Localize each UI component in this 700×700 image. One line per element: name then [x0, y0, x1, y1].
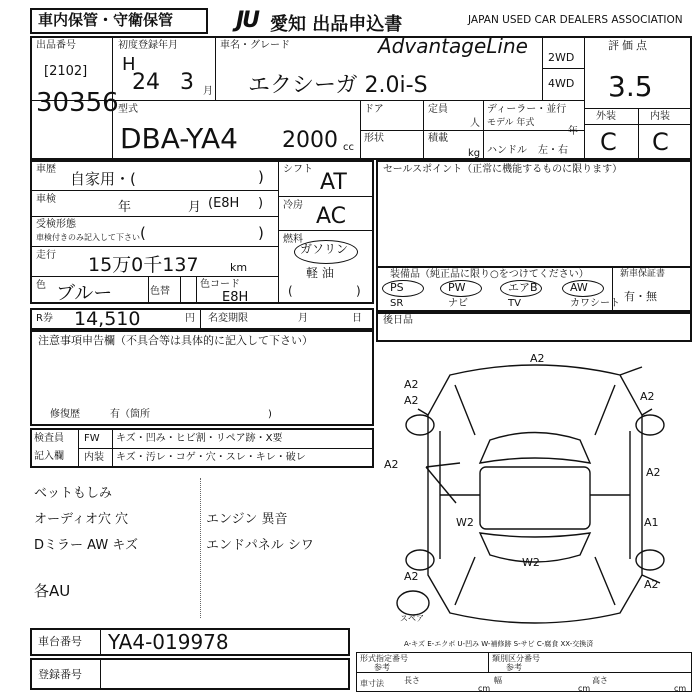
- chassis-value: YA4-019978: [108, 630, 229, 654]
- damage-mark: A2: [644, 578, 659, 591]
- equipment-item-bottom: TV: [508, 298, 521, 309]
- shift-label: シフト: [283, 164, 313, 175]
- inspector-row2: キズ・汚レ・コゲ・穴・スレ・キレ・破レ: [116, 452, 306, 463]
- name-change-month: 月: [298, 313, 308, 324]
- spec-label-1b: 参考: [374, 663, 390, 672]
- equipment-item-bottom: SR: [390, 298, 404, 309]
- plate-label: 登録番号: [38, 668, 82, 681]
- spec-label-2b: 参考: [506, 663, 522, 672]
- repair-close: ): [268, 409, 272, 420]
- damage-mark: A2: [640, 390, 655, 403]
- interior-label: 内装: [650, 111, 670, 122]
- inspection-label: 車検: [36, 194, 56, 205]
- color-value: ブルー: [56, 282, 113, 304]
- name-change-label: 名変期限: [208, 313, 248, 324]
- inspection-month: 月: [188, 200, 202, 215]
- lot-label: 出品番号: [36, 40, 76, 51]
- color-label: 色: [36, 280, 46, 291]
- recycle-value: 14,510: [74, 308, 141, 330]
- repair-value: 有（箇所: [110, 409, 150, 420]
- inspector-label-2: 記入欄: [34, 451, 64, 462]
- accepted-open: (: [140, 224, 146, 242]
- exterior-value: C: [600, 128, 617, 156]
- note-5: エンドパネル シワ: [206, 538, 314, 553]
- registration-year: 24: [132, 70, 160, 95]
- recycle-label: R券: [36, 313, 53, 324]
- note-6: 各AU: [34, 582, 71, 600]
- damage-mark: W2: [456, 516, 474, 529]
- name-change-day: 日: [352, 313, 362, 324]
- note-1: ベットもしみ: [34, 486, 113, 501]
- inspector-row1-head: FW: [84, 433, 100, 444]
- load-label: 積載: [428, 133, 448, 144]
- car-name: エクシーガ 2.0i-S: [248, 73, 428, 98]
- equipment-item-top: PS: [390, 281, 404, 294]
- rating-label: 評価点: [608, 39, 650, 52]
- fuel-close: ): [356, 284, 361, 298]
- dealer-label: ディーラー・並行: [487, 104, 567, 115]
- notes-label: 注意事項申告欄（不具合等は具体的に記入して下さい）: [38, 334, 313, 347]
- damage-mark: A2: [384, 458, 399, 471]
- size-long-unit: cm: [478, 684, 491, 693]
- accepted-close: ): [258, 224, 264, 242]
- registration-month-unit: 月: [203, 86, 213, 97]
- registration-label: 初度登録年月: [118, 40, 178, 51]
- damage-mark: A2: [404, 378, 419, 391]
- spec-label-2: 類別区分番号: [492, 654, 540, 663]
- displacement-value: 2000: [282, 128, 338, 153]
- interior-value: C: [652, 128, 669, 156]
- capacity-unit: 人: [470, 118, 480, 129]
- fuel-open: (: [288, 284, 293, 298]
- accepted-label: 受検形態: [36, 219, 76, 230]
- sales-point-box: [376, 160, 692, 268]
- model-year-unit: 年: [568, 126, 578, 137]
- equipment-item-top: AW: [570, 281, 588, 294]
- history-value: 自家用・(: [70, 170, 136, 188]
- equipment-item-bottom: カワシート: [570, 298, 620, 309]
- diagram-legend: A-キズ E-エクボ U-凹み W-補修跡 S-サビ C-腐食 XX-交換済: [404, 640, 594, 648]
- capacity-label: 定員: [428, 104, 448, 115]
- equipment-label: 装備品（純正品に限り○をつけてください）: [390, 269, 589, 280]
- note-4: Dミラー AW キズ: [34, 538, 139, 553]
- door-label: ドア: [364, 104, 384, 115]
- warranty-label: 新車保証書: [620, 269, 666, 279]
- repair-label: 修復歴: [50, 409, 80, 420]
- damage-mark: A2: [404, 394, 419, 407]
- fuel-label: 燃料: [283, 234, 303, 245]
- fuel-alt: 軽 油: [306, 266, 334, 280]
- color-code-value: E8H: [222, 290, 249, 305]
- drive-4wd: 4WD: [548, 77, 575, 90]
- equipment-item-top: エアB: [508, 281, 538, 294]
- later-items-label: 後日品: [383, 315, 413, 326]
- rating-value: 3.5: [608, 70, 653, 103]
- registration-month: 3: [180, 70, 194, 95]
- load-unit: kg: [468, 148, 481, 159]
- damage-mark: A2: [646, 466, 661, 479]
- size-label: 車寸法: [360, 679, 384, 688]
- equipment-item-bottom: ナビ: [448, 298, 468, 309]
- inspector-label-1: 検査員: [34, 433, 64, 444]
- model-year-label: モデル 年式: [487, 118, 535, 128]
- form-title: 愛知 出品申込書: [270, 14, 403, 35]
- history-close: ): [258, 168, 264, 186]
- mileage-unit: km: [230, 261, 248, 274]
- registration-era: H: [122, 54, 136, 75]
- size-width-unit: cm: [578, 684, 591, 693]
- shift-value: AT: [320, 170, 347, 195]
- handle-label: ハンドル: [487, 145, 527, 156]
- inspector-row2-head: 内装: [84, 452, 104, 463]
- spec-label-1: 形式指定番号: [360, 654, 408, 663]
- association-name: JAPAN USED CAR DEALERS ASSOCIATION: [468, 14, 683, 26]
- color-code-label: 色コード: [200, 279, 240, 290]
- exterior-label: 外装: [596, 111, 616, 122]
- drive-2wd: 2WD: [548, 51, 575, 64]
- storage-label: 車内保管・守衛保管: [38, 11, 174, 29]
- lot-bracket: [2102]: [44, 64, 88, 79]
- sales-point-label: セールスポイント（正常に機能するものに限ります）: [383, 164, 623, 175]
- car-grade: AdvantageLine: [378, 34, 528, 58]
- handle-value: 左・右: [538, 145, 568, 156]
- recycle-unit: 円: [185, 313, 195, 324]
- history-label: 車歴: [36, 164, 56, 175]
- accepted-note: 車検付きのみ記入して下さい: [36, 233, 140, 242]
- mileage-label: 走行: [36, 250, 56, 261]
- chassis-label: 車台番号: [38, 635, 82, 648]
- model-label: 型式: [118, 104, 138, 115]
- inspection-day: (E8H: [208, 196, 240, 211]
- later-items-box: [376, 312, 692, 342]
- note-2: オーディオ穴 穴: [34, 512, 129, 527]
- spare-label: スペア: [400, 614, 424, 623]
- damage-mark: A2: [404, 570, 419, 583]
- displacement-unit: cc: [343, 142, 354, 153]
- warranty-value: 有・無: [624, 290, 657, 303]
- aircon-label: 冷房: [283, 200, 303, 211]
- lot-number: 30356: [36, 88, 119, 118]
- ju-logo: JU: [236, 8, 259, 33]
- damage-mark: A2: [530, 352, 545, 365]
- note-3: エンジン 異音: [206, 512, 288, 527]
- inspector-row1: キズ・凹み・ヒビ割・リペア跡・X要: [116, 433, 283, 444]
- fuel-value: ガソリン: [300, 242, 349, 256]
- mileage-value: 15万0千137: [88, 254, 199, 276]
- equipment-item-top: PW: [448, 281, 466, 294]
- size-width: 幅: [494, 676, 502, 685]
- damage-mark: W2: [522, 556, 540, 569]
- car-name-label: 車名・グレード: [220, 40, 290, 51]
- size-long: 長さ: [404, 676, 420, 685]
- inspection-year: 年: [118, 200, 132, 215]
- aircon-value: AC: [316, 204, 347, 229]
- inspection-close: ): [258, 196, 264, 211]
- model-value: DBA-YA4: [120, 122, 238, 155]
- color-number-label: 色替: [150, 286, 170, 297]
- size-height-unit: cm: [674, 684, 687, 693]
- size-height: 高さ: [592, 676, 608, 685]
- damage-mark: A1: [644, 516, 659, 529]
- shape-label: 形状: [364, 133, 384, 144]
